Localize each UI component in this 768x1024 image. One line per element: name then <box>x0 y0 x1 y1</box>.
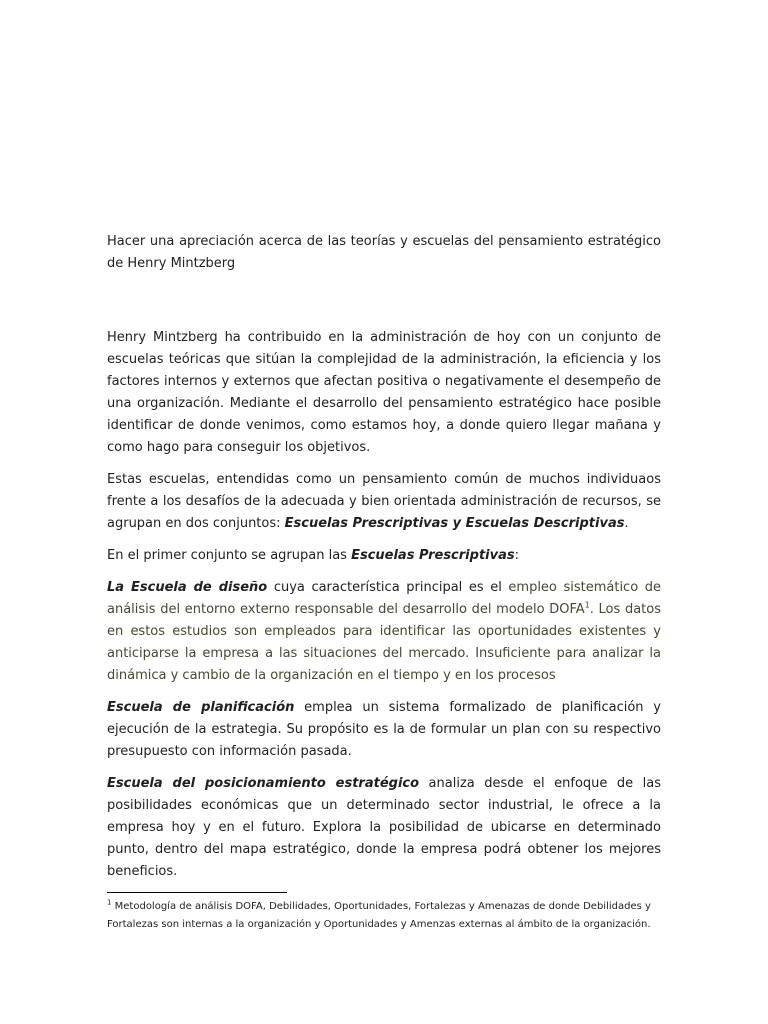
paragraph-mintzberg-contribution: Henry Mintzberg ha contribuido en la administración de hoy con un conjunto de escuelas teóricas que sitúan la complejidad de la administración, la eficiencia y los factores internos y externos que afectan positiva o negativamente el desempeño de una organización. Mediante el desarrollo del pensamiento estratégico hace posible identificar de donde venimos, como estamos hoy, a donde quiero llegar mañana y como hago para conseguir los objetivos. <box>107 330 661 455</box>
escuela-posicionamiento-title: Escuela del posicionamiento estratégico <box>107 776 420 791</box>
paragraph-text: analiza desde el enfoque de las posibilidades económicas que un determinado sector industrial, le ofrece a la empresa hoy y en el futuro. Explora la posibilidad de ubicarse en determinado punto, dentro del mapa estratégico, donde la empresa podrá obtener los mejores beneficios. <box>107 776 661 879</box>
footnote-text: Metodología de análisis DOFA, Debilidades, Oportunidades, Fortalezas y Amenazas de donde Debilidades y Fortalezas son internas a la organización y Oportunidades y Amenzas externas al ámbito de la organización. <box>107 901 651 930</box>
paragraph-text: En el primer conjunto se agrupan las <box>107 548 352 563</box>
footnote <box>107 898 663 934</box>
paragraph-text: . Los datos en estos estudios son empleados para identificar las oportunidades existentes y anticiparse la empresa a las situaciones del mercado. Insuficiente para analizar la dinámica y cambio de la organización en el tiempo y en los procesos <box>107 602 661 683</box>
escuela-diseno-title: La Escuela de diseño <box>107 580 268 595</box>
escuela-planificacion-title: Escuela de planificación <box>107 700 295 715</box>
paragraph-primer-conjunto <box>107 545 661 567</box>
footnote-number: 1 <box>107 898 112 907</box>
paragraph-text: emplea un sistema formalizado de planificación y ejecución de la estrategia. Su propósito es la de formular un plan con su respectivo presupuesto con información pasada. <box>107 700 662 759</box>
paragraph-escuelas-grouping <box>107 469 661 535</box>
emphasis-prescriptivas: Escuelas Prescriptivas <box>351 548 515 563</box>
document-body <box>107 231 661 893</box>
paragraph-escuela-planificacion <box>107 697 661 763</box>
intro-question: Hacer una apreciación acerca de las teorías y escuelas del pensamiento estratégico de Henry Mintzberg <box>107 234 661 271</box>
paragraph-escuela-posicionamiento <box>107 773 661 883</box>
emphasis-escuelas: Escuelas Prescriptivas y Escuelas Descriptivas <box>284 516 625 531</box>
footnote-reference[interactable]: 1 <box>584 600 590 610</box>
punctuation: . <box>624 516 629 531</box>
paragraph-escuela-diseno <box>107 577 661 687</box>
footnote-separator <box>107 892 287 893</box>
paragraph-text: empleo sistemático de análisis del entorno externo responsable del desarrollo del modelo DOFA <box>107 580 661 617</box>
paragraph-text: cuya característica principal es el <box>267 580 509 595</box>
paragraph-text: Estas escuelas, entendidas como un pensamiento común de muchos individuaos frente a los desafíos de la adecuada y bien orientada administración de recursos, se agrupan en dos conjuntos: <box>107 472 661 531</box>
punctuation: : <box>514 548 519 563</box>
